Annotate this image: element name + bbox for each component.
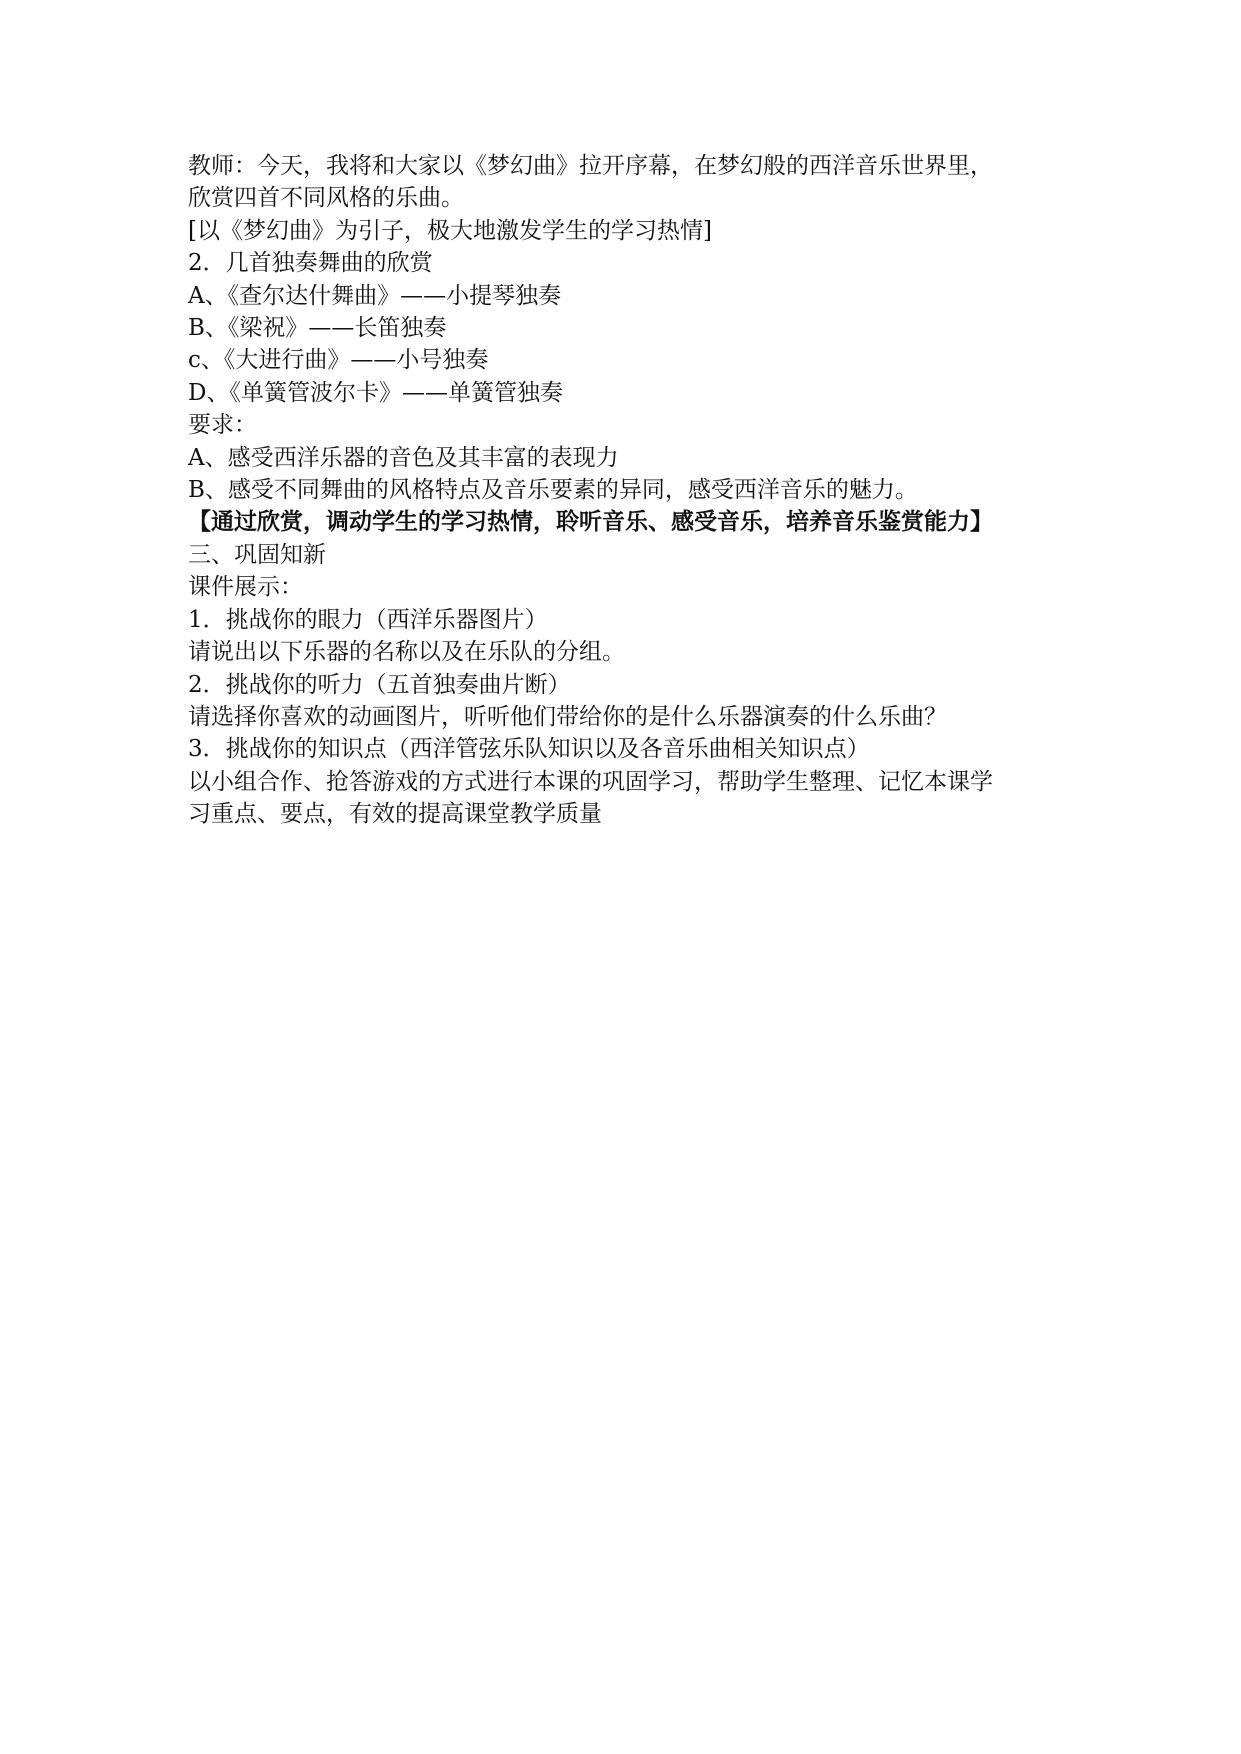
requirement-b: B、感受不同舞曲的风格特点及音乐要素的异同，感受西洋音乐的魅力。 — [188, 477, 918, 504]
challenge-2-description: 请选择你喜欢的动画图片，听听他们带给你的是什么乐器演奏的什么乐曲？ — [188, 703, 947, 730]
courseware-heading: 课件展示： — [188, 574, 303, 601]
note-appreciation-goal: 【通过欣赏，调动学生的学习热情，聆听音乐、感受音乐，培养音乐鉴赏能力】 — [188, 508, 993, 536]
list-item-czardas: A、《查尔达什舞曲》——小提琴独奏 — [188, 282, 562, 309]
challenge-3-description-line-1: 以小组合作、抢答游戏的方式进行本课的巩固学习，帮助学生整理、记忆本课学 — [188, 768, 993, 795]
requirement-a: A、感受西洋乐器的音色及其丰富的表现力 — [188, 444, 619, 471]
list-item-clarinet-polka: D、《单簧管波尔卡》——单簧管独奏 — [188, 379, 563, 406]
note-intro-purpose: [以《梦幻曲》为引子，极大地激发学生的学习热情] — [188, 217, 712, 244]
challenge-2-heading: 2．挑战你的听力（五首独奏曲片断） — [188, 671, 571, 698]
paragraph-teacher-intro-line-1: 教师：今天，我将和大家以《梦幻曲》拉开序幕，在梦幻般的西洋音乐世界里， — [188, 153, 993, 179]
list-item-grand-march: c、《大进行曲》——小号独奏 — [188, 347, 489, 374]
section-heading-consolidation: 三、巩固知新 — [188, 541, 326, 568]
document-body — [188, 150, 1068, 831]
challenge-1-description: 请说出以下乐器的名称以及在乐队的分组。 — [188, 639, 625, 666]
challenge-3-heading: 3．挑战你的知识点（西洋管弦乐队知识以及各音乐曲相关知识点） — [188, 736, 870, 763]
requirements-heading: 要求： — [188, 412, 257, 439]
list-item-butterfly-lovers: B、《梁祝》——长笛独奏 — [188, 315, 447, 342]
challenge-3-description-line-2: 习重点、要点，有效的提高课堂教学质量 — [188, 801, 602, 828]
paragraph-teacher-intro-line-2: 欣赏四首不同风格的乐曲。 — [188, 185, 464, 212]
section-heading-solo-dance-appreciation: 2．几首独奏舞曲的欣赏 — [188, 250, 433, 277]
challenge-1-heading: 1．挑战你的眼力（西洋乐器图片） — [188, 606, 548, 633]
